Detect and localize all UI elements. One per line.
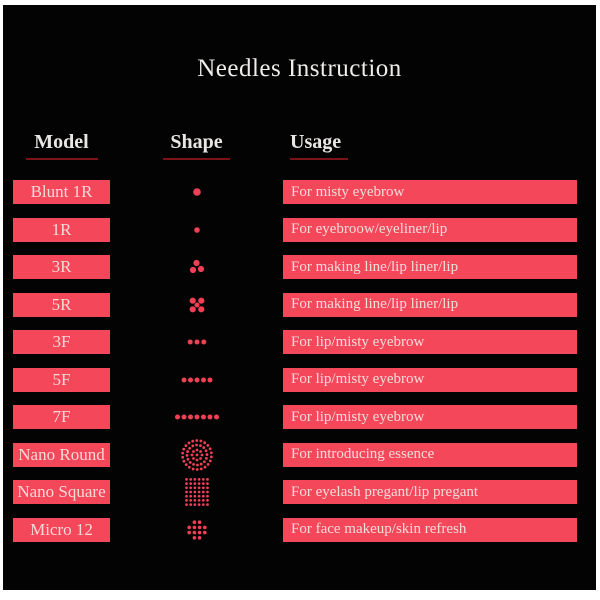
model-badge: 5F: [13, 368, 110, 392]
model-badge: Blunt 1R: [13, 180, 110, 204]
model-badge: Nano Round: [13, 443, 110, 467]
table-row: [13, 180, 577, 204]
usage-badge: For introducing essence: [283, 443, 577, 467]
dot-row-7-icon: [110, 405, 283, 429]
column-header-shape: [110, 131, 283, 160]
dot-row-3-icon: [110, 330, 283, 354]
usage-badge: For face makeup/skin refresh: [283, 518, 577, 542]
micro-12-grid-icon: [110, 518, 283, 542]
dot-cluster-5-icon: [110, 293, 283, 317]
column-header-shape-label: Shape: [170, 131, 223, 153]
dot-row-5-icon: [110, 368, 283, 392]
nano-square-grid-icon: [110, 480, 283, 504]
table-row: [13, 218, 577, 242]
usage-badge: For lip/misty eyebrow: [283, 330, 577, 354]
table-row: [13, 443, 577, 467]
header-underline: [26, 158, 98, 160]
model-badge: 1R: [13, 218, 110, 242]
model-badge: 5R: [13, 293, 110, 317]
column-header-usage-label: Usage: [290, 131, 342, 153]
table-row: [13, 293, 577, 317]
usage-badge: For making line/lip liner/lip: [283, 293, 577, 317]
column-header-usage: [283, 131, 577, 160]
table-row: [13, 480, 577, 504]
page-title: Needles Instruction: [197, 55, 402, 82]
table-header: [13, 131, 577, 160]
nano-round-cluster-icon: [110, 443, 283, 467]
dot-cluster-3-icon: [110, 255, 283, 279]
usage-badge: For making line/lip liner/lip: [283, 255, 577, 279]
instruction-panel: [3, 5, 596, 590]
table-row: [13, 368, 577, 392]
needles-table: [13, 180, 577, 555]
model-badge: Micro 12: [13, 518, 110, 542]
single-dot-small-icon: [110, 218, 283, 242]
column-header-model: [13, 131, 110, 160]
usage-badge: For misty eyebrow: [283, 180, 577, 204]
usage-badge: For lip/misty eyebrow: [283, 405, 577, 429]
table-row: [13, 405, 577, 429]
model-badge: 3R: [13, 255, 110, 279]
usage-badge: For eyebroow/eyeliner/lip: [283, 218, 577, 242]
header-underline: [163, 158, 230, 160]
usage-badge: For lip/misty eyebrow: [283, 368, 577, 392]
model-badge: Nano Square: [13, 480, 110, 504]
table-row: [13, 330, 577, 354]
table-row: [13, 518, 577, 542]
model-badge: 3F: [13, 330, 110, 354]
single-dot-large-icon: [110, 180, 283, 204]
header-underline: [290, 158, 348, 160]
usage-badge: For eyelash pregant/lip pregant: [283, 480, 577, 504]
column-header-model-label: Model: [34, 131, 89, 153]
model-badge: 7F: [13, 405, 110, 429]
table-row: [13, 255, 577, 279]
